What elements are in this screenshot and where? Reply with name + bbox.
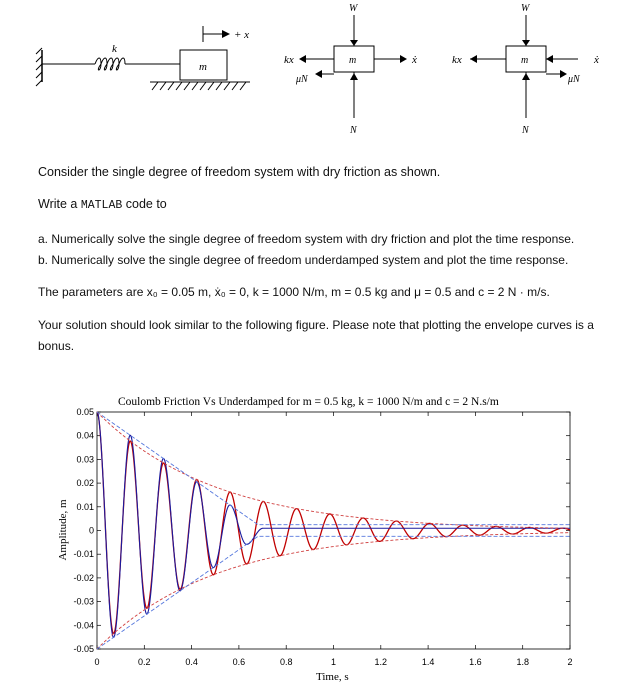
solution-line-1: Your solution should look similar to the following figure. Please note that plotting the envelope curves is a [38, 318, 594, 332]
y-tick-label: -0.05 [73, 644, 94, 654]
x-tick-label: 1.8 [516, 657, 529, 667]
write-suffix: code to [122, 197, 167, 211]
fbd1-spring-force: kx [284, 54, 294, 66]
y-tick-label: 0.05 [76, 407, 94, 417]
fbd1-bottom-force: N [350, 125, 357, 136]
fbd1-velocity: ẋ [412, 54, 417, 66]
fbd-1 [299, 15, 407, 118]
y-tick-label: -0.04 [73, 620, 94, 631]
y-tick-label: -0.02 [73, 572, 94, 583]
fbd1-mass: m [349, 55, 357, 66]
y-tick-label: -0.03 [73, 596, 94, 607]
y-tick-label: -0.01 [73, 549, 94, 560]
chart-title: Coulomb Friction Vs Underdamped for m = 0.5 kg, k = 1000 N/m and c = 2 N.s/m [118, 396, 499, 408]
x-tick-label: 1.6 [469, 657, 482, 667]
x-tick-label: 1.4 [421, 657, 435, 667]
intro-text: Consider the single degree of freedom system with dry friction as shown. [38, 165, 441, 179]
x-tick-label: 0.4 [185, 657, 198, 667]
fbd2-friction: μN [568, 74, 580, 85]
fbd1-friction: μN [296, 74, 308, 85]
x-tick-label: 0.6 [232, 657, 246, 667]
y-tick-label: 0.01 [76, 501, 94, 512]
fbd-2 [470, 15, 578, 118]
spring-label: k [112, 43, 117, 55]
x-tick-label: 0 [94, 657, 100, 667]
write-line [38, 197, 167, 212]
item-a: a. Numerically solve the single degree of freedom system with dry friction and plot the time response. [38, 232, 575, 246]
x-tick-label: 0.8 [279, 657, 293, 667]
x-tick-label: 2 [567, 657, 573, 667]
x-tick-label: 1 [330, 657, 337, 667]
fbd2-bottom-force: N [522, 125, 529, 136]
x-tick-label: 0.2 [138, 657, 151, 667]
fbd2-top-force: W [521, 3, 530, 14]
solution-line-2: bonus. [38, 339, 75, 353]
fbd2-velocity: ẋ [594, 54, 599, 66]
y-tick-label: 0 [88, 525, 94, 536]
response-chart [0, 385, 628, 700]
y-tick-label: 0.04 [76, 430, 94, 441]
system-diagram [0, 0, 628, 145]
fbd1-top-force: W [349, 3, 358, 14]
item-b: b. Numerically solve the single degree of freedom underdamped system and plot the time response. [38, 253, 569, 267]
mass-label: m [199, 61, 207, 73]
parameters-text: The parameters are x₀ = 0.05 m, ẋ₀ = 0, k = 1000 N/m, m = 0.5 kg and μ = 0.5 and c = 2 N · m/s. [38, 285, 550, 299]
plot-area [97, 412, 570, 649]
spring [42, 58, 180, 70]
y-tick-label: 0.03 [76, 454, 94, 465]
direction-arrow [203, 26, 230, 42]
write-prefix: Write a [38, 197, 81, 211]
y-axis-label: Amplitude, m [57, 499, 69, 561]
matlab-code-label: MATLAB [80, 199, 123, 212]
x-axis-label: Time, s [316, 671, 349, 683]
fbd2-spring-force: kx [452, 54, 462, 66]
wall [36, 48, 42, 86]
fbd2-mass: m [521, 55, 529, 66]
direction-label: + x [234, 29, 250, 41]
ground [150, 82, 250, 90]
y-tick-label: 0.02 [76, 478, 94, 489]
x-tick-label: 1.2 [374, 657, 388, 667]
